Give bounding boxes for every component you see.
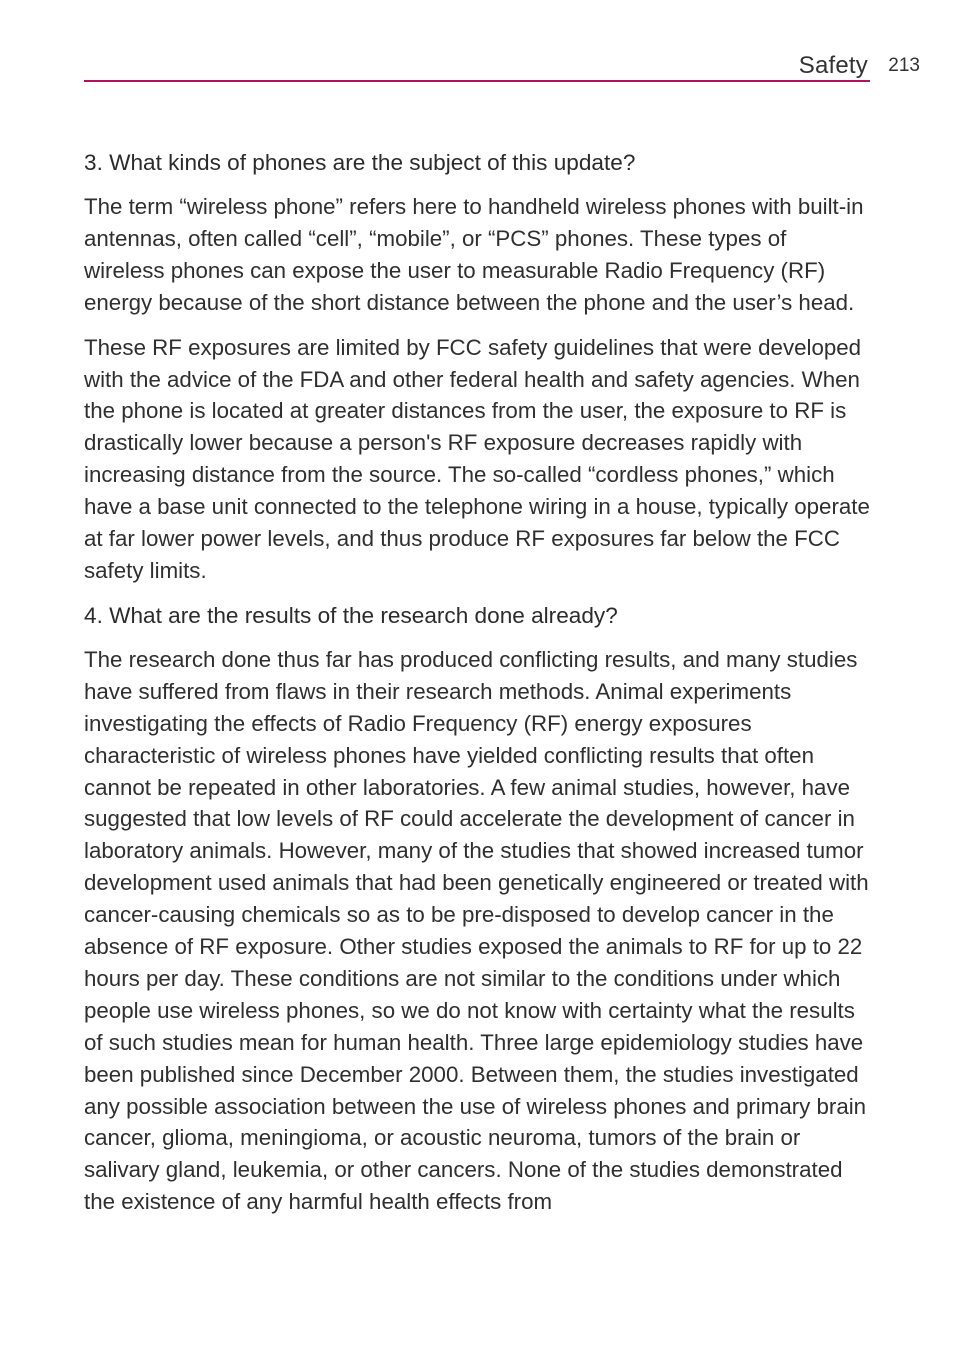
question-3-paragraph-2: These RF exposures are limited by FCC safety guidelines that were developed with the advice of the FDA and other federal health and safety agencies. When the phone is located at greater distances from the user, the exposure to RF is drastically lower because a person's RF exposure decreases rapidly with increasing distance from the source. The so-called “cordless phones,” which have a base unit connected to the telephone wiring in a house, typically operate at far lower power levels, and thus produce RF exposures far below the FCC safety limits. — [84, 334, 870, 583]
question-3-paragraph-1: The term “wireless phone” refers here to handheld wireless phones with built-in antennas, often called “cell”, “mobile”, or “PCS” phones. These types of wireless phones can expose the user to measurable Radio Frequency (RF) energy because of the short distance between the phone and the user’s head. — [84, 194, 864, 315]
question-4-paragraph-1: The research done thus far has produced conflicting results, and many studies have suffered from flaws in their research methods. Animal experiments investigating the effects of Radio Frequency (RF) energy exposures characteristic of wireless phones have yielded conflicting results that often cannot be repeated in other laboratories. A few animal studies, however, have suggested that low levels of RF could accelerate the development of cancer in laboratory animals. However, many of the studies that showed increased tumor development used animals that had been genetically engineered or treated with cancer-causing chemicals so as to be pre-disposed to develop cancer in the absence of RF exposure. Other studies exposed the animals to RF for up to 22 hours per day. These conditions are not similar to the conditions under which people use wireless phones, so we do not know with certainty what the results of such studies mean for human health. Three large epidemiology studies have been published since December 2000. Between them, the studies investigated any possible association between the use of wireless phones and primary brain cancer, glioma, meningioma, or acoustic neuroma, tumors of the brain or salivary gland, leukemia, or other cancers. None of the studies demonstrated the existence of any harmful health effects from — [84, 646, 869, 1215]
page-number: 213 — [888, 55, 920, 76]
question-3-heading: 3. What kinds of phones are the subject of this update? — [84, 150, 636, 175]
page-content — [84, 147, 872, 1231]
header-divider — [84, 80, 870, 82]
question-4-heading: 4. What are the results of the research done already? — [84, 602, 618, 628]
section-title: Safety — [798, 52, 868, 79]
page-header — [84, 44, 924, 84]
